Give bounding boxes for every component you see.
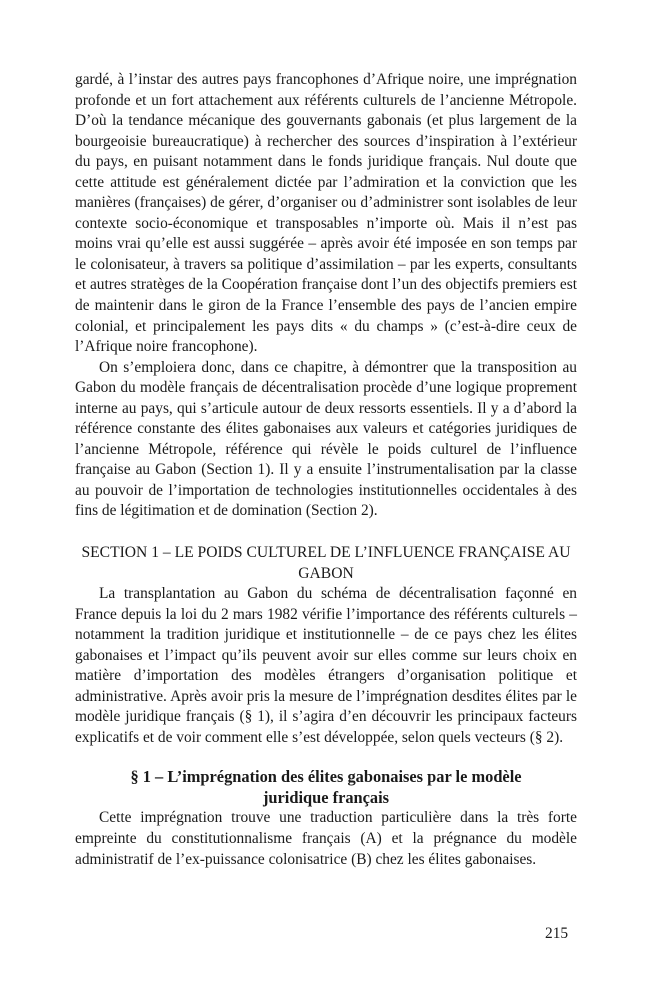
subsection-1-heading: § 1 – L’imprégnation des élites gabonaises par le modèle juridique français — [130, 767, 522, 807]
body-paragraph-1: gardé, à l’instar des autres pays francophones d’Afrique noire, une imprégnation profonde et un fort attachement aux référents culturels de l’ancienne Métropole. D’où la tendance mécanique des gouvernants gabonais (et plus largement de la bourgeoisie bureaucratique) à rechercher des sources d’inspiration à l’extérieur du pays, en puisant notamment dans le fonds juridique français. Nul doute que cette attitude est généralement dictée par l’admiration et la conviction que les manières (françaises) de gérer, d’organiser ou d’administrer sont isolables de leur contexte socio-économique et transposables n’importe où. Mais il n’est pas moins vrai qu’elle est aussi suggérée – après avoir été imposée en son temps par le colonisateur, à travers sa politique d’assimilation – par les experts, consultants et autres stratèges de la Coopération française dont l’un des objectifs premiers est de maintenir dans le giron de la France l’ensemble des pays de l’ancien empire colonial, et principalement les pays dits « du champs » (c’est-à-dire ceux de l’Afrique noire francophone). — [75, 71, 577, 356]
body-paragraph-2: On s’emploiera donc, dans ce chapitre, à démontrer que la transposition au Gabon du modèle français de décentralisation procède d’une logique proprement interne au pays, qui s’articule autour de deux ressorts essentiels. Il y a d’abord la référence constante des élites gabonaises aux valeurs et catégories juridiques de l’ancienne Métropole, référence qui révèle le poids culturel de l’influence française au Gabon (Section 1). Il y a ensuite l’instrumentalisation par la classe au pouvoir de l’importation de technologies institutionnelles occidentales à des fins de légitimation et de domination (Section 2). — [75, 358, 577, 520]
body-paragraph-3: La transplantation au Gabon du schéma de décentralisation façonné en France depuis la loi du 2 mars 1982 vérifie l’importance des référents culturels – notamment la tradition juridique et institutionnelle – de ce pays chez les élites gabonaises et l’impact qu’ils peuvent avoir sur elles comme sur leurs choix en matière d’importation des modèles étrangers d’organisation politique et administrative. Après avoir pris la mesure de l’imprégnation desdites élites par le modèle juridique français (§ 1), il s’agira d’en découvrir les principaux facteurs explicatifs et de voir comment elle s’est développée, selon quels vecteurs (§ 2). — [75, 585, 577, 746]
page-body — [75, 70, 577, 870]
page-number: 215 — [545, 925, 569, 942]
section-1-heading: SECTION 1 – LE POIDS CULTUREL DE L’INFLUENCE FRANÇAISE AU GABON — [81, 544, 571, 582]
body-paragraph-4: Cette imprégnation trouve une traduction particulière dans la très forte empreinte du constitutionnalisme français (A) et la prégnance du modèle administratif de l’ex-puissance colonisatrice (B) chez les élites gabonaises. — [75, 809, 577, 868]
